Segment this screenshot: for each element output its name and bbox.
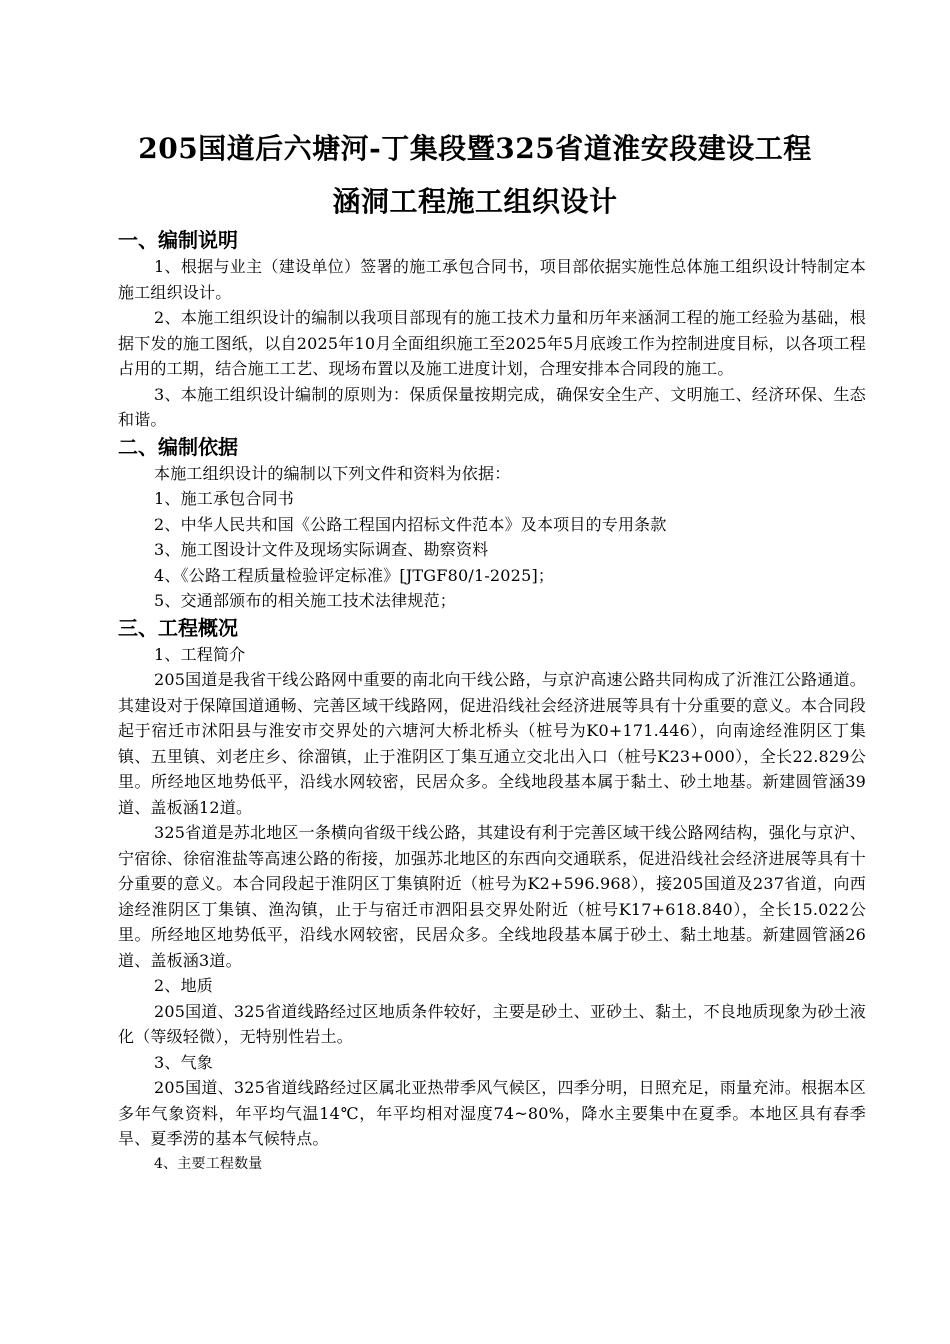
section-heading-1: 一、编制说明 [118, 228, 238, 252]
list-item: 4、《公路工程质量检验评定标准》[JTGF80/1-2025]； [154, 565, 555, 585]
section-heading-3: 三、工程概况 [118, 615, 238, 640]
paragraph: 本施工组织设计的编制以下列文件和资料为依据： [154, 463, 511, 483]
subsection-heading: 1、工程简介 [154, 644, 246, 664]
paragraph: 205国道、325省道线路经过区地质条件较好，主要是砂土、亚砂土、黏土，不良地质现象为砂土液化（等级轻微），无特别性岩土。 [118, 1001, 866, 1046]
paragraph: 325省道是苏北地区一条横向省级干线公路，其建设有利于完善区域干线公路网结构，强化与京沪、宁宿徐、徐宿淮盐等高速公路的衔接，加强苏北地区的东西向交通联系，促进沿线社会经济进展等具有十分重要的意义。本合同段起于淮阴区丁集镇附近（桩号为K2+596.968），接205国道及237省道，向西途经淮阴区丁集镇、渔沟镇，止于与宿迁市泗阳县交界处附近（桩号K17+618.840），全长15.022公里。所经地区地势低平，沿线水网较密，民居众多。全线地段基本属于砂土、黏土地基。新建圆管涵26道、盖板涵3道。 [118, 823, 866, 970]
document-title-line1: 205国道后六塘河-丁集段暨325省道淮安段建设工程 [138, 132, 812, 165]
subsection-heading: 3、气象 [154, 1052, 213, 1072]
paragraph: 205国道是我省干线公路网中重要的南北向干线公路，与京沪高速公路共同构成了沂淮江公路通道。其建设对于保障国道通畅、完善区域干线路网，促进沿线社会经济进展等具有十分重要的意义。本合同段起于宿迁市沭阳县与淮安市交界处的六塘河大桥北桥头（桩号为K0+171.446），向南途经淮阴区丁集镇、五里镇、刘老庄乡、徐溜镇，止于淮阴区丁集互通立交北出入口（桩号K23+000），全长22.829公里。所经地区地势低平，沿线水网较密，民居众多。全线地段基本属于黏土、砂土地基。新建圆管涵39道、盖板涵12道。 [118, 670, 866, 817]
document-title-line2: 涵洞工程施工组织设计 [332, 185, 618, 218]
paragraph: 1、根据与业主（建设单位）签署的施工承包合同书，项目部依据实施性总体施工组织设计特制定本施工组织设计。 [118, 257, 866, 302]
list-item: 3、施工图设计文件及现场实际调查、勘察资料 [154, 540, 489, 559]
list-item: 5、交通部颁布的相关施工技术法律规范； [154, 591, 456, 610]
list-item: 2、中华人民共和国《公路工程国内招标文件范本》及本项目的专用条款 [154, 514, 667, 534]
subsection-heading: 2、地质 [154, 976, 213, 995]
paragraph: 3、本施工组织设计编制的原则为：保质保量按期完成，确保安全生产、文明施工、经济环保、生态和谐。 [118, 384, 866, 429]
list-item: 1、施工承包合同书 [154, 489, 294, 508]
document-body [118, 226, 866, 1177]
subsection-heading: 4、主要工程数量 [154, 1155, 263, 1172]
paragraph: 205国道、325省道线路经过区属北亚热带季风气候区，四季分明，日照充足，雨量充沛。根据本区多年气象资料，年平均气温14℃，年平均相对湿度74~80%，降水主要集中在夏季。本地区具有春季旱、夏季涝的基本气候特点。 [118, 1078, 866, 1148]
section-heading-2: 二、编制依据 [118, 434, 238, 459]
paragraph: 2、本施工组织设计的编制以我项目部现有的施工技术力量和历年来涵洞工程的施工经验为基础，根据下发的施工图纸，以自2025年10月全面组织施工至2025年5月底竣工作为控制进度目标，以各项工程占用的工期，结合施工工艺、现场布置以及施工进度计划，合理安排本合同段的施工。 [118, 308, 866, 378]
